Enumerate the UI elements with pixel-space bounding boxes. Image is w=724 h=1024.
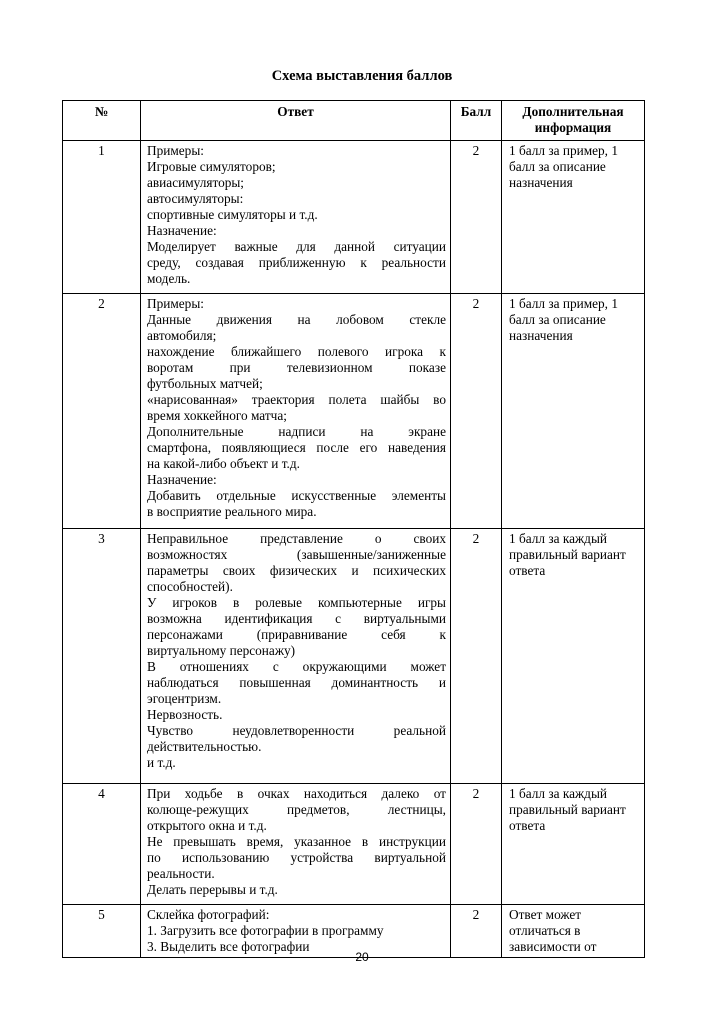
column-header-num: № — [63, 101, 141, 141]
points-cell: 2 — [451, 784, 502, 905]
points-cell: 2 — [451, 905, 502, 958]
row-number: 1 — [63, 141, 141, 294]
info-cell: 1 балл за каждый правильный вариант ответа — [502, 529, 645, 784]
row-number: 3 — [63, 529, 141, 784]
table-row — [63, 529, 645, 784]
answer-line: возможностях (завышенные/заниженные — [147, 547, 446, 562]
answer-line: персонажами (приравнивание себя к — [147, 627, 446, 642]
answer-line: Игровые симуляторов; — [147, 159, 276, 174]
points-cell: 2 — [451, 529, 502, 784]
answer-line: Назначение: — [147, 223, 217, 238]
answer-line: и т.д. — [147, 755, 176, 770]
info-cell: 1 балл за каждый правильный вариант ответа — [502, 784, 645, 905]
answer-line: Делать перерывы и т.д. — [147, 882, 278, 897]
info-cell: Ответ может отличаться в зависимости от — [502, 905, 645, 958]
column-header-points: Балл — [451, 101, 502, 141]
answer-line: модель. — [147, 271, 191, 286]
answer-line: В отношениях с окружающими может — [147, 659, 446, 674]
answer-line: футбольных матчей; — [147, 376, 263, 391]
answer-line: по использованию устройства виртуальной — [147, 850, 446, 865]
answer-line: среду, создавая приближенную к реальности — [147, 255, 446, 270]
page-title: Схема выставления баллов — [271, 68, 453, 84]
answer-line: автомобиля; — [147, 328, 217, 343]
answer-line: Не превышать время, указанное в инструкции — [147, 834, 446, 849]
points-cell: 2 — [451, 141, 502, 294]
answer-line: воротам при телевизионном показе — [147, 360, 446, 375]
table-row — [63, 294, 645, 529]
answer-line: Добавить отдельные искусственные элементы — [147, 488, 446, 503]
answer-line: на какой-либо объект и т.д. — [147, 456, 300, 471]
answer-line: открытого окна и т.д. — [147, 818, 267, 833]
info-cell: 1 балл за пример, 1 балл за описание назначения — [502, 141, 645, 294]
scoring-table — [62, 100, 645, 958]
answer-line: наблюдаться повышенная доминантность и — [147, 675, 446, 690]
answer-line: в восприятие реального мира. — [147, 504, 317, 519]
table-header-row — [63, 101, 645, 141]
answer-line: Склейка фотографий: — [147, 907, 270, 922]
answer-cell — [141, 141, 451, 294]
points-cell: 2 — [451, 294, 502, 529]
answer-line: время хоккейного матча; — [147, 408, 287, 423]
answer-line: Нервозность. — [147, 707, 223, 722]
page-number: 20 — [355, 950, 369, 964]
answer-line: колюще-режущих предметов, лестницы, — [147, 802, 446, 817]
column-header-answer: Ответ — [141, 101, 451, 141]
row-number: 4 — [63, 784, 141, 905]
row-number: 2 — [63, 294, 141, 529]
answer-line: виртуальному персонажу) — [147, 643, 296, 658]
answer-line: авиасимуляторы; — [147, 175, 245, 190]
column-header-info: Дополнительная информация — [502, 101, 645, 141]
answer-line: параметры своих физических и психических — [147, 563, 446, 578]
answer-line: возможна идентификация с виртуальными — [147, 611, 446, 626]
answer-line: реальности. — [147, 866, 215, 881]
answer-line: У игроков в ролевые компьютерные игры — [147, 595, 446, 610]
answer-line: Примеры: — [147, 143, 204, 158]
answer-line: Чувство неудовлетворенности реальной — [147, 723, 446, 738]
answer-line: нахождение ближайшего полевого игрока к — [147, 344, 446, 359]
answer-line: автосимуляторы: — [147, 191, 244, 206]
info-cell: 1 балл за пример, 1 балл за описание назначения — [502, 294, 645, 529]
answer-line: способностей). — [147, 579, 233, 594]
answer-line: Назначение: — [147, 472, 217, 487]
answer-line: спортивные симуляторы и т.д. — [147, 207, 318, 222]
answer-line: Данные движения на лобовом стекле — [147, 312, 446, 327]
answer-line: Дополнительные надписи на экране — [147, 424, 446, 439]
answer-line: Примеры: — [147, 296, 204, 311]
table-row — [63, 784, 645, 905]
answer-line: смартфона, появляющиеся после его наведения — [147, 440, 446, 455]
row-number: 5 — [63, 905, 141, 958]
answer-line: 1. Загрузить все фотографии в программу — [147, 923, 384, 938]
answer-line: 3. Выделить все фотографии — [147, 939, 310, 954]
table-row — [63, 141, 645, 294]
answer-cell — [141, 784, 451, 905]
answer-cell — [141, 529, 451, 784]
answer-line: эгоцентризм. — [147, 691, 222, 706]
answer-line: действительностью. — [147, 739, 262, 754]
answer-line: Моделирует важные для данной ситуации — [147, 239, 446, 254]
answer-line: При ходьбе в очках находиться далеко от — [147, 786, 446, 801]
answer-line: «нарисованная» траектория полета шайбы во — [147, 392, 446, 407]
answer-cell — [141, 294, 451, 529]
answer-line: Неправильное представление о своих — [147, 531, 446, 546]
